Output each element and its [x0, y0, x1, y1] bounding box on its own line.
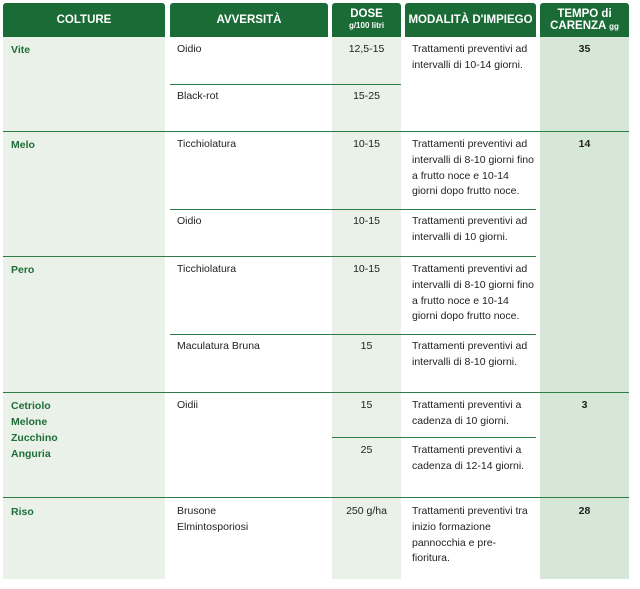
carenza-vite: 35	[578, 43, 591, 55]
dose-pero-ticchiolatura: 10-15	[353, 263, 380, 275]
header-avversita: AVVERSITÀ	[170, 3, 328, 37]
carenza-riso: 28	[578, 505, 591, 517]
rule-cetriolo-sub	[332, 437, 536, 438]
adv-pero-maculatura: Maculatura Bruna	[177, 340, 260, 352]
header-colture: COLTURE	[3, 3, 165, 37]
dose-riso: 250 g/ha	[346, 505, 387, 517]
adv-vite-oidio: Oidio	[177, 43, 202, 55]
mod-pero-1: Trattamenti preventivi ad intervalli di 8-10 giorni fino a frutto noce e 10-14 giorni dopo frutto noce.	[412, 263, 534, 323]
header-modalita: MODALITÀ D'IMPIEGO	[405, 3, 536, 37]
rule-vite-sub	[170, 84, 401, 85]
mod-melo-1: Trattamenti preventivi ad intervalli di 8-10 giorni fino a frutto noce e 10-14 giorni dopo frutto noce.	[412, 138, 534, 198]
mod-melo-2: Trattamenti preventivi ad intervalli di 10 giorni.	[412, 215, 528, 243]
dose-cetriolo-2: 25	[360, 444, 373, 456]
header-carenza-unit: gg	[609, 21, 619, 31]
header-tempo	[540, 3, 629, 37]
header-dose-label: DOSE	[350, 8, 383, 20]
crop-anguria: Anguria	[11, 448, 51, 460]
dose-vite-oidio: 12,5-15	[348, 43, 385, 55]
crop-melo: Melo	[11, 139, 35, 151]
mod-cetriolo-1: Trattamenti preventivi a cadenza di 10 giorni.	[412, 399, 522, 427]
adv-melo-oidio: Oidio	[177, 215, 202, 227]
rule-row-3	[3, 392, 629, 393]
dose-cetriolo-1: 15	[360, 399, 373, 411]
adv-riso-brusone: Brusone	[177, 505, 217, 517]
rule-pero-sub	[170, 334, 536, 335]
crop-pero: Pero	[11, 264, 35, 276]
mod-pero-2: Trattamenti preventivi ad intervalli di 8-10 giorni.	[412, 340, 528, 368]
mod-vite: Trattamenti preventivi ad intervalli di 10-14 giorni.	[412, 43, 528, 71]
crop-riso: Riso	[11, 506, 34, 518]
mod-cetriolo-2: Trattamenti preventivi a cadenza di 12-14 giorni.	[412, 444, 525, 472]
adv-vite-blackrot: Black-rot	[177, 90, 219, 102]
carenza-cetriolo: 3	[581, 399, 588, 411]
mod-riso: Trattamenti preventivi tra inizio formazione pannocchia e pre-fioritura.	[412, 505, 528, 565]
dose-pero-maculatura: 15	[360, 340, 373, 352]
crop-vite: Vite	[11, 44, 31, 56]
dose-melo-ticchiolatura: 10-15	[353, 138, 380, 150]
dose-melo-oidio: 10-15	[353, 215, 380, 227]
crop-melone: Melone	[11, 416, 48, 428]
carenza-melo-pero: 14	[578, 138, 591, 150]
adv-cetriolo-oidii: Oidii	[177, 399, 199, 411]
header-tempo-label: TEMPO di	[557, 7, 612, 20]
dose-vite-blackrot: 15-25	[353, 90, 380, 102]
crop-cetriolo: Cetriolo	[11, 400, 51, 412]
rule-row-4	[3, 497, 629, 498]
crop-zucchino: Zucchino	[11, 432, 58, 444]
adv-pero-ticchiolatura: Ticchiolatura	[177, 263, 237, 275]
rule-row-1	[3, 131, 629, 132]
rule-row-2	[3, 256, 536, 257]
adv-melo-ticchiolatura: Ticchiolatura	[177, 138, 237, 150]
rule-melo-sub	[170, 209, 536, 210]
header-dose	[332, 3, 401, 37]
adv-riso-elmintosporiosi: Elmintosporiosi	[177, 521, 249, 533]
header-dose-unit: g/100 litri	[348, 21, 385, 30]
header-carenza-text: CARENZA	[550, 19, 606, 32]
header-carenza-label	[550, 20, 619, 33]
